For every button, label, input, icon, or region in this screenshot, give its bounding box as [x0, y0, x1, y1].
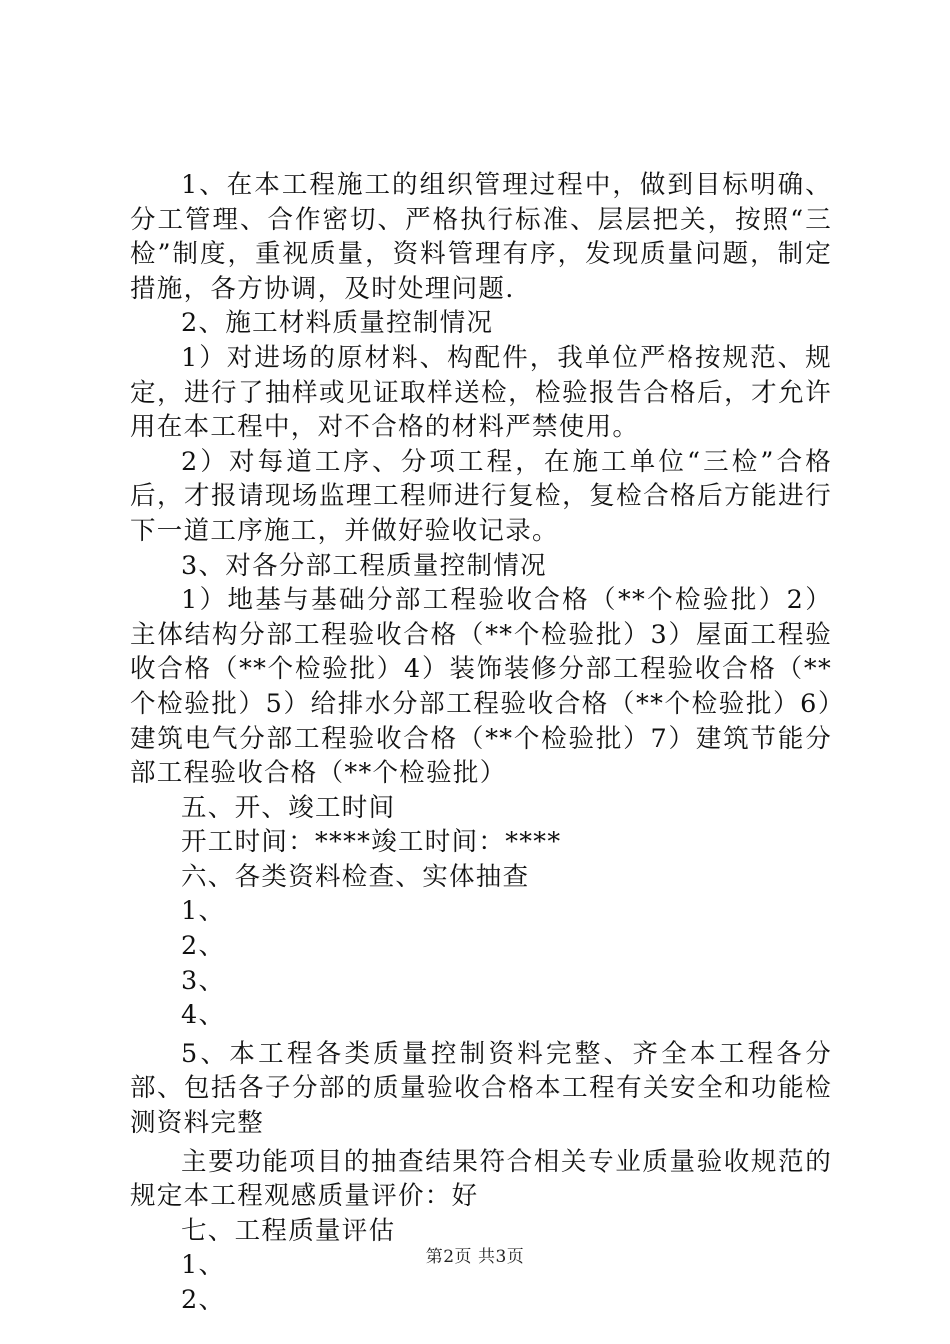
- paragraph-process-inspection: 2）对每道工序、分项工程，在施工单位“三检”合格后，才报请现场监理工程师进行复检，复检合格后方能进行下一道工序施工，并做好验收记录。: [130, 446, 832, 546]
- heading-quality-assessment: 七、工程质量评估: [181, 1215, 396, 1246]
- paragraph-start-completion-dates: 开工时间：****竣工时间：****: [181, 827, 562, 858]
- heading-start-completion-time: 五、开、竣工时间: [181, 792, 396, 823]
- list-item-3: 3、: [181, 965, 226, 996]
- assessment-item-1: 1、: [181, 1250, 226, 1281]
- page-number-footer: 第2页 共3页: [425, 1247, 525, 1267]
- heading-division-quality-control: 3、对各分部工程质量控制情况: [181, 550, 547, 581]
- list-item-2: 2、: [181, 931, 226, 962]
- list-item-5: 5、本工程各类质量控制资料完整、齐全本工程各分部、包括各子分部的质量验收合格本工程有关安全和功能检测资料完整: [130, 1038, 832, 1139]
- assessment-item-2: 2、: [181, 1285, 226, 1315]
- paragraph-function-spot-check: 主要功能项目的抽查结果符合相关专业质量验收规范的规定本工程观感质量评价：好: [130, 1146, 832, 1212]
- paragraph-organization-management: 1、在本工程施工的组织管理过程中，做到目标明确、分工管理、合作密切、严格执行标准、层层把关，按照“三检”制度，重视质量，资料管理有序，发现质量问题，制定措施，各方协调，及时处理问题.: [130, 170, 832, 304]
- heading-document-inspection: 六、各类资料检查、实体抽查: [181, 861, 530, 892]
- document-body: [130, 168, 832, 1318]
- list-item-4: 4、: [181, 1000, 226, 1031]
- heading-material-quality-control: 2、施工材料质量控制情况: [181, 308, 494, 339]
- paragraph-division-acceptance-list: 1）地基与基础分部工程验收合格（**个检验批）2）主体结构分部工程验收合格（**个检验批）3）屋面工程验收合格（**个检验批）4）装饰装修分部工程验收合格（**个检验批）5）给排水分部工程验收合格（**个检验批）6）建筑电气分部工程验收合格（**个检验批）7）建筑节能分部工程验收合格（**个检验批）: [130, 585, 832, 789]
- list-item-1: 1、: [181, 896, 226, 927]
- paragraph-incoming-materials: 1）对进场的原材料、构配件，我单位严格按规范、规定，进行了抽样或见证取样送检，检验报告合格后，才允许用在本工程中，对不合格的材料严禁使用。: [130, 342, 832, 443]
